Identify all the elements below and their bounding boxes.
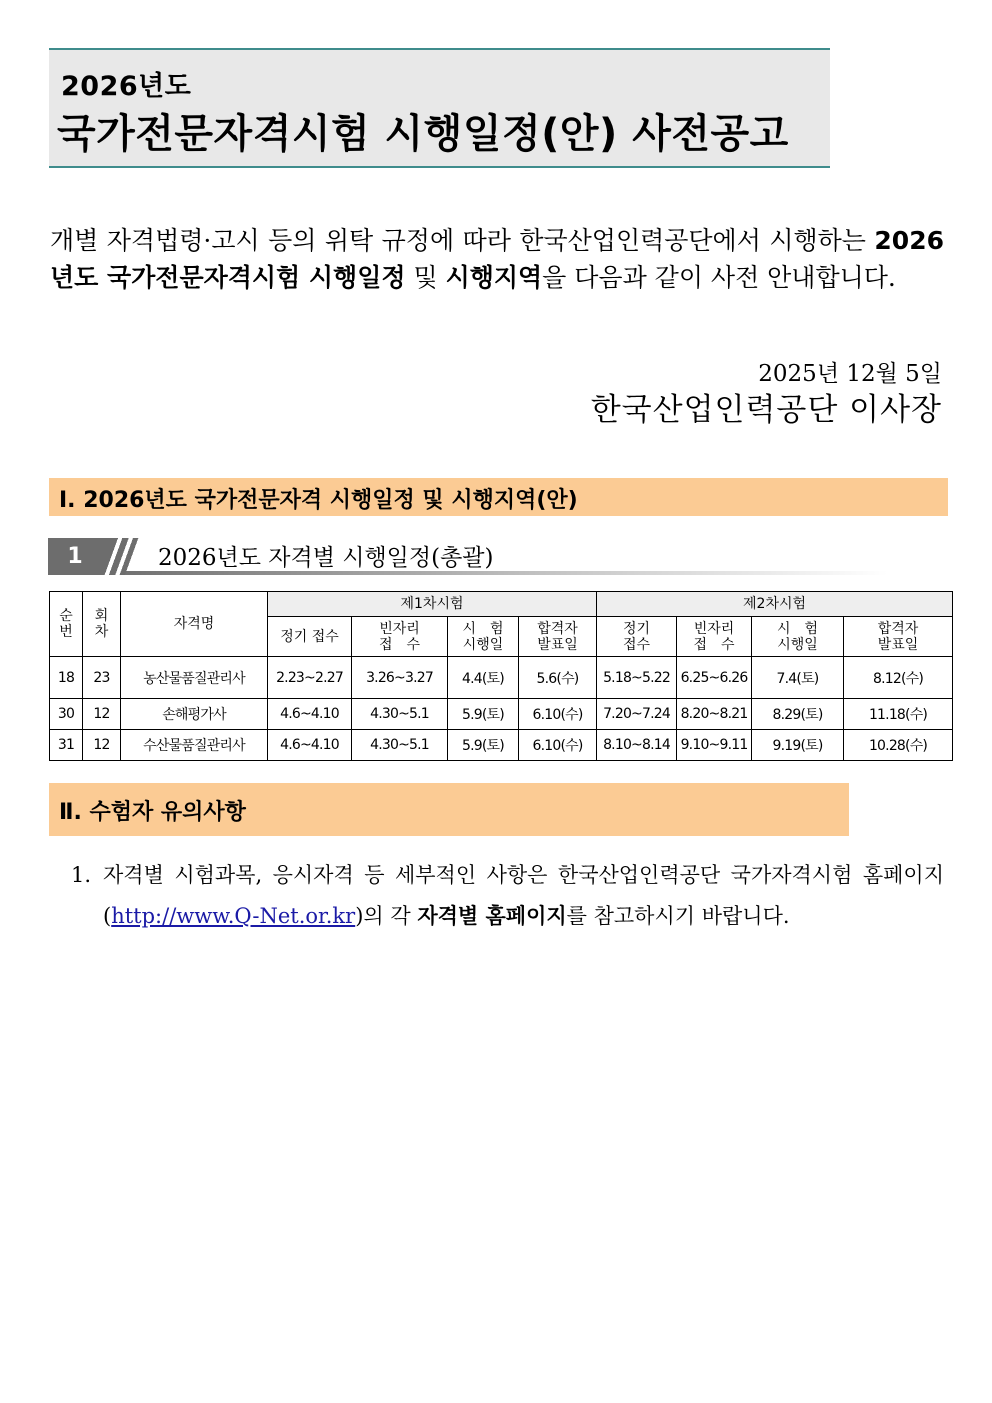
notice-text-3: 를 참고하시기 바랍니다. [566,904,790,928]
subsection-title: 2026년도 자격별 시행일정(총괄) [158,545,494,571]
table-cell: 5.18~5.22 [597,657,677,699]
notice-number: 1. [71,863,92,887]
table-cell: 18 [50,657,83,699]
table-cell: 4.30~5.1 [352,730,448,761]
qnet-link[interactable]: http://www.Q-Net.or.kr [111,904,356,928]
table-cell: 농산물품질관리사 [121,657,268,699]
table-cell: 4.4(토) [448,657,519,699]
table-cell: 4.6~4.10 [268,730,352,761]
table-cell: 8.20~8.21 [677,699,752,730]
table-cell: 7.4(토) [752,657,844,699]
table-cell: 3.26~3.27 [352,657,448,699]
schedule-table [49,591,953,761]
col-header-exam-date-2: 시 험 시행일 [752,617,844,657]
notice-text-2: )의 각 [355,904,418,928]
col-header-first-exam: 제1차시험 [268,592,597,617]
col-header-vacancy: 빈자리 접 수 [352,617,448,657]
announcement-date: 2025년 12월 5일 [758,361,942,387]
col-header-name: 자격명 [121,592,268,657]
slash-decoration-icon [102,538,142,575]
col-header-no: 순 번 [50,592,83,657]
subsection-header [48,536,888,576]
col-header-result: 합격자 발표일 [519,617,597,657]
table-cell: 9.10~9.11 [677,730,752,761]
table-cell: 5.9(토) [448,699,519,730]
table-row [50,730,953,761]
table-cell: 5.9(토) [448,730,519,761]
notice-text-1: 자격별 시험과목, 응시자격 등 세부적인 사항은 한국산업인력공단 국가자격시험 홈페이지( [103,863,944,928]
table-cell: 12 [83,699,121,730]
intro-text-1: 개별 자격법령·고시 등의 위탁 규정에 따라 한국산업인력공단에서 시행하는 [50,226,875,255]
col-header-round: 회 차 [83,592,121,657]
col-header-second-exam: 제2차시험 [597,592,953,617]
subsection-number: 1 [48,538,102,575]
table-cell: 9.19(토) [752,730,844,761]
table-cell: 30 [50,699,83,730]
table-cell: 5.6(수) [519,657,597,699]
table-cell: 7.20~7.24 [597,699,677,730]
col-header-reg: 정기 접수 [268,617,352,657]
section-2-header [49,783,849,836]
table-cell: 4.30~5.1 [352,699,448,730]
section-2-title: Ⅱ. 수험자 유의사항 [59,800,246,825]
table-cell: 12 [83,730,121,761]
intro-paragraph [50,222,944,296]
table-cell: 6.10(수) [519,730,597,761]
table-cell: 11.18(수) [844,699,953,730]
col-header-reg-2: 정기 접수 [597,617,677,657]
section-1-title: Ⅰ. 2026년도 국가전문자격 시행일정 및 시행지역(안) [59,488,578,513]
intro-text-2: 및 [405,263,446,292]
table-cell: 6.25~6.26 [677,657,752,699]
col-header-exam-date: 시 험 시행일 [448,617,519,657]
table-cell: 4.6~4.10 [268,699,352,730]
title-box [49,48,830,168]
table-cell: 2.23~2.27 [268,657,352,699]
table-cell: 31 [50,730,83,761]
intro-bold-2: 시행지역 [445,263,543,292]
table-row [50,657,953,699]
table-cell: 6.10(수) [519,699,597,730]
table-cell: 8.29(토) [752,699,844,730]
table-row [50,699,953,730]
title-year: 2026년도 [61,71,192,102]
table-cell: 손해평가사 [121,699,268,730]
table-cell: 수산물품질관리사 [121,730,268,761]
table-cell: 8.12(수) [844,657,953,699]
page-title: 국가전문자격시험 시행일정(안) 사전공고 [57,111,789,157]
col-header-result-2: 합격자 발표일 [844,617,953,657]
table-cell: 10.28(수) [844,730,953,761]
intro-text-3: 을 다음과 같이 사전 안내합니다. [542,263,896,292]
notice-text [103,855,944,937]
intro-bold-1: 2026년도 국가전문자격시험 시행일정 [50,226,944,292]
table-cell: 23 [83,657,121,699]
signature-org: 한국산업인력공단 이사장 [590,392,942,428]
col-header-vacancy-2: 빈자리 접 수 [677,617,752,657]
notice-bold: 자격별 홈페이지 [417,904,567,928]
table-cell: 8.10~8.14 [597,730,677,761]
section-1-header [49,478,948,516]
